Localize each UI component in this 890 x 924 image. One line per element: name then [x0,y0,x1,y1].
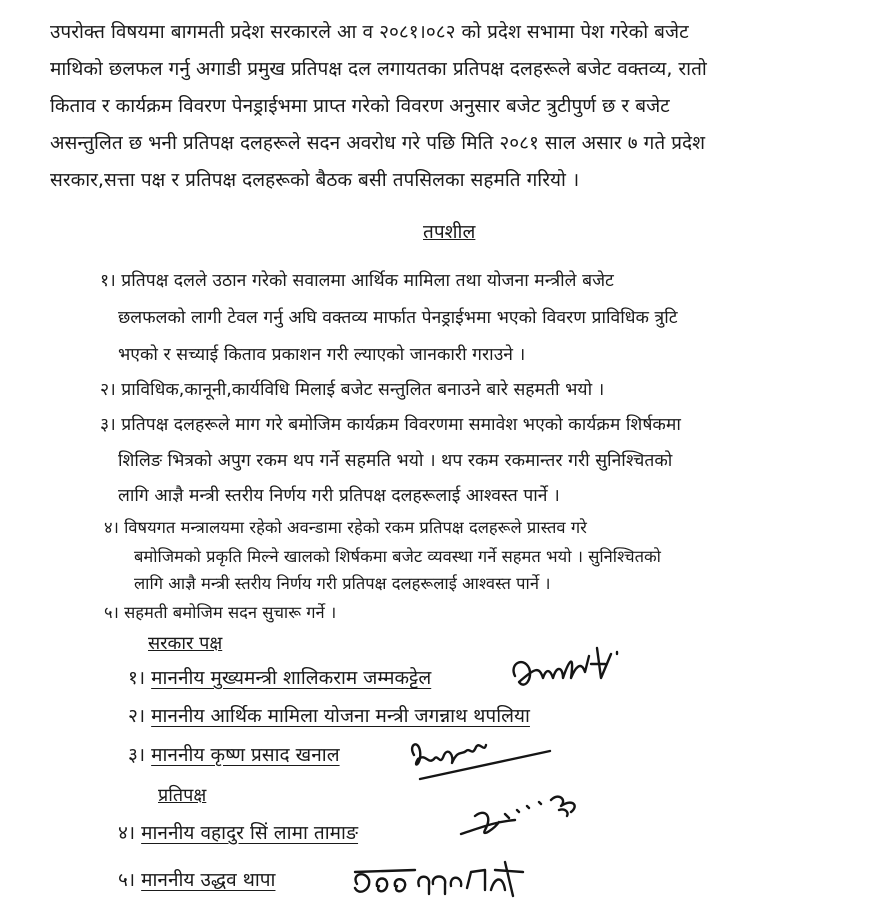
signatory-name: माननीय कृष्ण प्रसाद खनाल [151,744,340,766]
signatory-name: माननीय मुख्यमन्त्री शालिकराम जम्मकट्टेल [151,667,432,689]
signatory-number: ५। [118,869,136,891]
intro-line: माथिको छलफल गर्नु अगाडी प्रमुख प्रतिपक्ष दल लगायतका प्रतिपक्ष दलहरूले बजेट वक्तव्य, रातो [50,58,707,80]
signatory-row [118,866,275,892]
agreement-item-4-line: बमोजिमको प्रकृति मिल्ने खालको शिर्षकमा बजेट व्यवस्था गर्ने सहमत भयो । सुनिश्चितको [134,547,661,566]
agreement-item-1-line: छलफलको लागी टेवल गर्नु अघि वक्तव्य मार्फात पेनड्राईभमा भएको विवरण प्राविधिक त्रुटि [118,308,678,328]
signatory-row [128,741,340,767]
agreement-item-5: ५। सहमती बमोजिम सदन सुचारू गर्ने । [104,603,337,622]
signatory-number: २। [128,705,146,727]
agreement-item-2: २। प्राविधिक,कानूनी,कार्यविधि मिलाई बजेट सन्तुलित बनाउने बारे सहमती भयो । [100,380,605,400]
agreement-item-4: ४। विषयगत मन्त्रालयमा रहेको अवन्डामा रहेको रकम प्रतिपक्ष दलहरूले प्रास्तव गरे [104,518,587,537]
agreement-item-1-line: भएको र सच्याई किताव प्रकाशन गरी ल्याएको जानकारी गराउने । [118,345,526,365]
intro-line: उपरोक्त विषयमा बागमती प्रदेश सरकारले आ व २०८१।०८२ को प्रदेश सभामा पेश गरेको बजेट [50,21,689,43]
signature-4-icon [455,786,595,856]
agreement-item-1: १। प्रतिपक्ष दलले उठान गरेको सवालमा आर्थिक मामिला तथा योजना मन्त्रीले बजेट [100,271,614,291]
intro-line: असन्तुलित छ भनी प्रतिपक्ष दलहरूले सदन अवरोध गरे पछि मिति २०८१ साल असार ७ गते प्रदेश [50,132,706,154]
intro-line: किताव र कार्यक्रम विवरण पेनड्राईभमा प्राप्त गरेको विवरण अनुसार बजेट त्रुटीपुर्ण छ र बजेट [50,95,670,117]
section-heading: तपशील [423,221,476,243]
government-side-label: सरकार पक्ष [148,633,223,654]
agreement-item-3-line: शिलिङ भित्रको अपुग रकम थप गर्ने सहमति भयो । थप रकम रकमान्तर गरी सुनिश्चितको [118,451,673,471]
signatory-name: माननीय वहादुर सिं लामा तामाङ [141,822,359,844]
signatory-number: ४। [118,822,136,844]
intro-line: सरकार,सत्ता पक्ष र प्रतिपक्ष दलहरूको बैठक बसी तपसिलका सहमति गरियो । [50,169,580,191]
signature-3-icon [400,725,560,785]
agreement-item-3-line: लागि आज्ञै मन्त्री स्तरीय निर्णय गरी प्रतिपक्ष दलहरूलाई आश्वस्त पार्ने । [118,486,560,506]
signature-5-icon [345,850,535,910]
signatory-number: १। [128,667,146,689]
signatory-name: माननीय उद्धव थापा [141,869,276,891]
agreement-item-4-line: लागि आज्ञै मन्त्री स्तरीय निर्णय गरी प्रतिपक्ष दलहरूलाई आश्वस्त पार्ने । [134,574,551,593]
opposition-side-label: प्रतिपक्ष [158,785,207,806]
agreement-item-3: ३। प्रतिपक्ष दलहरूले माग गरे बमोजिम कार्यक्रम विवरणमा समावेश भएको कार्यक्रम शिर्षकमा [100,415,681,435]
signatory-number: ३। [128,744,146,766]
signatory-row [128,664,431,690]
signatory-name: माननीय आर्थिक मामिला योजना मन्त्री जगन्नाथ थपलिया [151,705,530,727]
signatory-row [118,819,358,845]
intro-paragraph [50,14,860,199]
signature-1-icon [505,638,645,698]
